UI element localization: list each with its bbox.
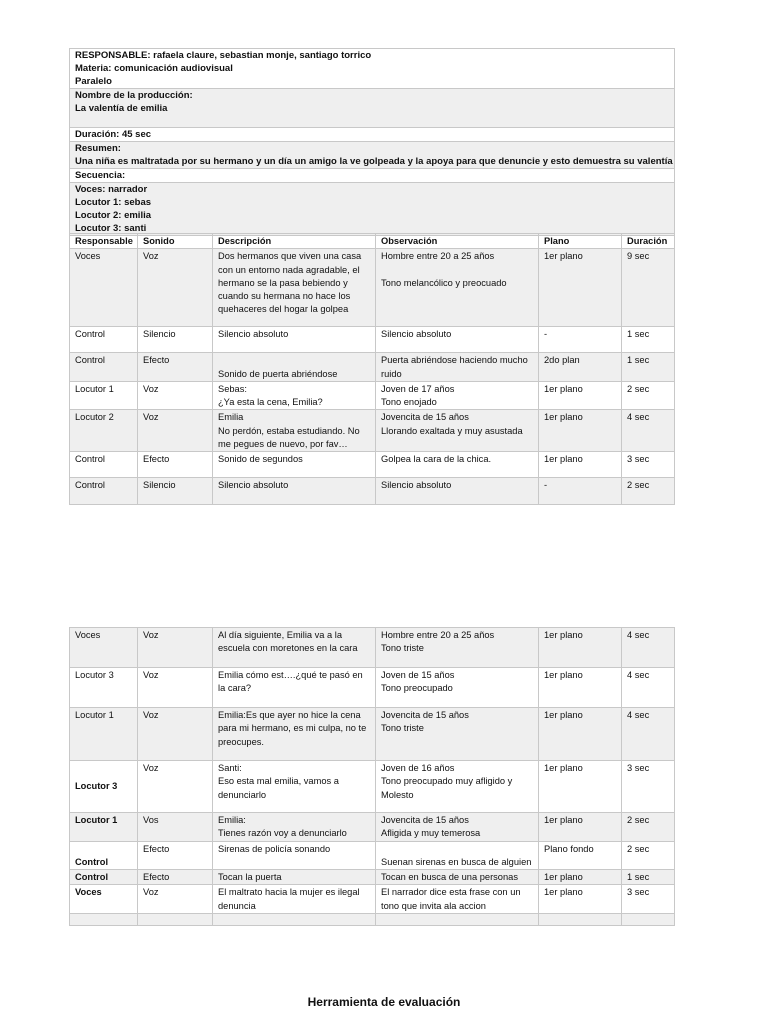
col-plano: Plano [539, 234, 622, 249]
voces-line: Voces: narrador [75, 184, 148, 195]
resumen-cell [70, 142, 675, 169]
responsable-line: RESPONSABLE: rafaela claure, sebastian monje, santiago torrico [75, 50, 372, 61]
table-row: Control Silencio Silencio absoluto Silencio absoluto - 2 sec [70, 478, 675, 505]
table-row: Locutor 3 Voz Emilia cómo est….¿qué te pasó en la cara? Joven de 15 años Tono preocupado 1er plano 4 sec [70, 668, 675, 708]
resumen-value: Una niña es maltratada por su hermano y un día un amigo la ve golpeada y la apoya para que denuncie y esto demuestra su valentía [75, 156, 673, 167]
table-row: Control Efecto Sonido de segundos Golpea la cara de la chica. 1er plano 3 sec [70, 452, 675, 478]
header-info-cell [70, 49, 675, 89]
locutor2-line: Locutor 2: emilia [75, 210, 152, 221]
col-responsable: Responsable [70, 234, 138, 249]
secuencia-cell: Secuencia: [70, 169, 675, 183]
production-header [69, 48, 675, 236]
col-sonido: Sonido [138, 234, 213, 249]
script-table-2 [69, 627, 675, 926]
resumen-label: Resumen: [75, 143, 121, 154]
duracion-cell: Duración: 45 sec [70, 128, 675, 142]
table-row: Voces Voz Al día siguiente, Emilia va a la escuela con moretones en la cara Hombre entre 20 a 25 años Tono triste 1er plano 4 sec [70, 628, 675, 668]
col-descripcion: Descripción [213, 234, 376, 249]
col-observacion: Observación [376, 234, 539, 249]
paralelo-line: Paralelo [75, 76, 112, 87]
materia-line: Materia: comunicación audiovisual [75, 63, 233, 74]
locutor3-line: Locutor 3: santi [75, 223, 147, 234]
table-row: Control Efecto Sirenas de policía sonando Suenan sirenas en busca de alguien Plano fondo 2 sec [70, 841, 675, 870]
locutor1-line: Locutor 1: sebas [75, 197, 152, 208]
table-row: Locutor 1 Voz Emilia:Es que ayer no hice la cena para mi hermano, es mi culpa, no te preocupes. Jovencita de 15 años Tono triste 1er plano 4 sec [70, 708, 675, 761]
nombre-value: La valentía de emilia [75, 103, 168, 114]
table-row: Locutor 3 Voz Santi: Eso esta mal emilia, vamos a denunciarlo Joven de 16 años Tono preocupado muy afligido y Molesto 1er plano 3 sec [70, 761, 675, 813]
nombre-label: Nombre de la producción: [75, 90, 193, 101]
cast-cell [70, 183, 675, 236]
table-row: Locutor 1 Voz Sebas: ¿Ya esta la cena, Emilia? Joven de 17 años Tono enojado 1er plano 2 sec [70, 381, 675, 410]
script-table-1 [69, 233, 675, 505]
table-row: Control Efecto Sonido de puerta abriéndose Puerta abriéndose haciendo mucho ruido 2do plan 1 sec [70, 353, 675, 382]
section-title: Herramienta de evaluación [307, 995, 461, 1009]
empty-table-row [70, 914, 675, 926]
table-row: Control Silencio Silencio absoluto Silencio absoluto - 1 sec [70, 327, 675, 353]
col-duracion: Duración [622, 234, 675, 249]
table-header-row [70, 234, 675, 249]
nombre-cell [70, 89, 675, 128]
table-row: Voces Voz Dos hermanos que viven una casa con un entorno nada agradable, el hermano se la pasa bebiendo y cuando su hermana no hace los quehaceres del hogar la golpea Hombre entre 20 a 25 años Tono melancólico y preocuado 1er plano 9 sec [70, 249, 675, 327]
table-row: Locutor 2 Voz Emilia No perdón, estaba estudiando. No me pegues de nuevo, por fav… Jovencita de 15 años Llorando exaltada y muy asustada 1er plano 4 sec [70, 410, 675, 452]
table-row: Locutor 1 Vos Emilia: Tienes razón voy a denunciarlo Jovencita de 15 años Afligida y muy temerosa 1er plano 2 sec [70, 813, 675, 842]
table-row: Control Efecto Tocan la puerta Tocan en busca de una personas 1er plano 1 sec [70, 870, 675, 885]
table-row: Voces Voz El maltrato hacia la mujer es ilegal denuncia El narrador dice esta frase con un tono que invita ala accion 1er plano 3 sec [70, 885, 675, 914]
